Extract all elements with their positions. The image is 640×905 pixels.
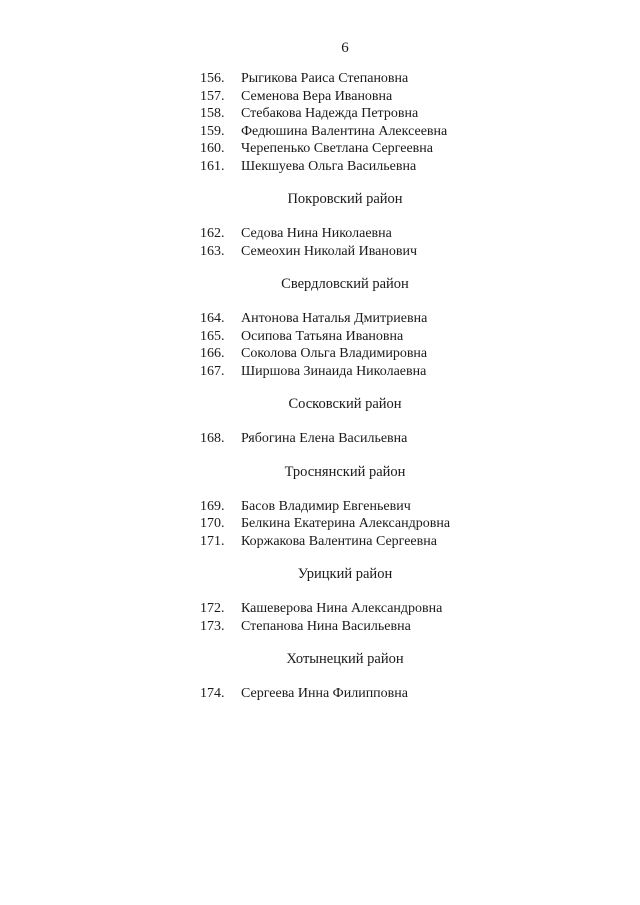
district-heading: Покровский район: [287, 191, 403, 207]
entry-name: Федюшина Валентина Алексеевна: [241, 123, 448, 139]
list-item: [0, 158, 640, 176]
list-item: [0, 310, 640, 328]
entry-name: Семенова Вера Ивановна: [241, 88, 393, 104]
entry-name: Кашеверова Нина Александровна: [241, 601, 443, 616]
list-item: [0, 140, 640, 158]
entry-number: 161.: [200, 158, 225, 174]
entry-number: 166.: [200, 346, 225, 361]
entry-number: 174.: [200, 686, 225, 701]
entry-name: Черепенько Светлана Сергеевна: [241, 141, 433, 156]
entry-number: 163.: [200, 243, 225, 259]
list-item: [0, 243, 640, 261]
list-item: [0, 328, 640, 346]
list-item: [0, 515, 640, 533]
entry-number: 162.: [200, 226, 225, 241]
entry-name: Рябогина Елена Васильевна: [241, 431, 408, 446]
entry-number: 168.: [200, 431, 225, 446]
entry-number: 172.: [200, 601, 225, 616]
entry-name: Рыгикова Раиса Степановна: [241, 71, 409, 86]
page-number: 6: [341, 40, 349, 56]
list-item: [0, 618, 640, 636]
list-item: [0, 225, 640, 243]
entry-name: Басов Владимир Евгеньевич: [241, 498, 411, 514]
entry-number: 169.: [200, 498, 225, 514]
entry-number: 156.: [200, 71, 225, 86]
entry-name: Семеохин Николай Иванович: [241, 243, 418, 259]
list-item: [0, 70, 640, 88]
entry-number: 158.: [200, 106, 225, 121]
list-item: [0, 123, 640, 141]
district-heading: Урицкий район: [297, 566, 393, 582]
entry-name: Сергеева Инна Филипповна: [241, 686, 408, 701]
entry-name: Соколова Ольга Владимировна: [241, 346, 428, 361]
name-list: [0, 70, 640, 703]
list-item: [0, 105, 640, 123]
list-item: [0, 430, 640, 448]
entry-number: 167.: [200, 363, 225, 379]
list-item: [0, 685, 640, 703]
entry-name: Шекшуева Ольга Васильевна: [241, 158, 417, 174]
district-heading: Троснянский район: [284, 463, 406, 480]
entry-number: 159.: [200, 123, 225, 139]
list-item: [0, 498, 640, 516]
entry-number: 171.: [200, 533, 225, 549]
list-item: [0, 363, 640, 381]
entry-number: 170.: [200, 516, 225, 531]
list-item: [0, 600, 640, 618]
entry-name: Седова Нина Николаевна: [241, 226, 392, 241]
entry-name: Осипова Татьяна Ивановна: [241, 328, 404, 344]
entry-name: Ширшова Зинаида Николаевна: [241, 363, 427, 379]
entry-name: Белкина Екатерина Александровна: [241, 516, 451, 531]
entry-number: 164.: [200, 311, 225, 326]
entry-number: 157.: [200, 88, 225, 104]
entry-name: Антонова Наталья Дмитриевна: [241, 311, 428, 326]
district-heading: Сосковский район: [288, 396, 402, 412]
entry-name: Стебакова Надежда Петровна: [241, 106, 419, 121]
list-item: [0, 88, 640, 106]
list-item: [0, 345, 640, 363]
entry-name: Коржакова Валентина Сергеевна: [241, 533, 437, 549]
district-heading: Свердловский район: [281, 276, 409, 292]
entry-number: 165.: [200, 328, 225, 344]
district-heading: Хотынецкий район: [286, 651, 404, 667]
list-item: [0, 533, 640, 551]
entry-name: Степанова Нина Васильевна: [241, 618, 411, 634]
entry-number: 173.: [200, 618, 225, 634]
entry-number: 160.: [200, 141, 225, 156]
